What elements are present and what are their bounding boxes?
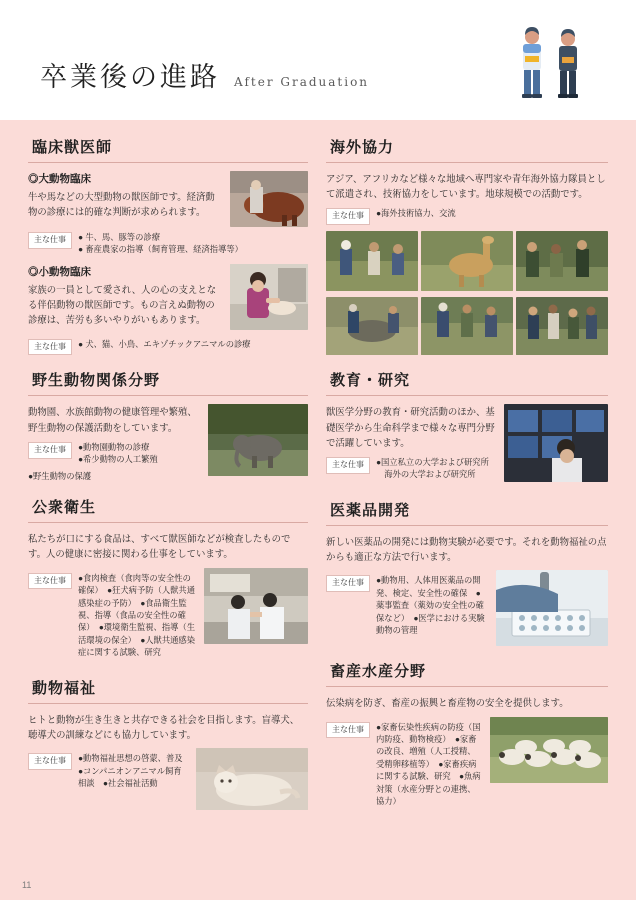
section-wildlife	[28, 369, 308, 482]
task-line: ●食肉検査（食肉等の安全性の確保） ●狂犬病予防（人獣共通感染症の予防） ●食品衛生監視、指導（食品の安全性の確保） ●環境衛生監視、指導（生活環境の保全） ●人獣共通感染症に関する試験、研究	[78, 572, 196, 658]
page-subtitle: After Graduation	[234, 75, 370, 89]
overseas-village-photo-5	[421, 297, 513, 355]
section-animal-welfare	[28, 677, 308, 810]
vet-examining-small-animal-photo	[230, 264, 308, 330]
task-line: ●動物福祉思想の啓蒙、普及 ●コンパニオンアニマル飼育相談 ●社会福祉活動	[78, 753, 191, 789]
food-inspection-lab-photo	[204, 568, 308, 644]
task-row	[28, 338, 308, 356]
overseas-photo-gallery	[326, 231, 608, 291]
section-body: 伝染病を防ぎ、畜産の振興と畜産物の安全を提供します。	[326, 697, 569, 709]
task-line: ● 畜産農家の指導（飼育管理、経済指導等）	[78, 244, 243, 255]
subsection-body: 牛や馬などの大型動物の獣医師です。経済動物の診療には的確な判断が求められます。	[28, 191, 215, 218]
cat-lying-down-photo	[196, 748, 308, 810]
subsection-heading: ◎大動物臨床	[28, 173, 91, 185]
section-title: 公衆衛生	[28, 496, 308, 523]
page-number: 11	[22, 880, 32, 890]
task-line: 海外の大学および研究所	[376, 469, 476, 480]
overseas-giraffe-photo-2	[421, 231, 513, 291]
task-row	[28, 231, 308, 256]
task-label: 主な仕事	[28, 573, 72, 590]
task-line: ●希少動物の人工繁殖	[78, 454, 158, 465]
content-area	[0, 120, 636, 900]
overseas-livestock-photo-4	[326, 297, 418, 355]
task-label: 主な仕事	[28, 232, 72, 249]
task-row	[28, 752, 191, 789]
overseas-group-photo-6	[516, 297, 608, 355]
sheep-flock-photo	[490, 717, 608, 783]
section-livestock-fisheries	[326, 660, 608, 811]
section-body: アジア、アフリカなど様々な地域へ専門家や青年海外協力隊員として派遣され、技術協力をしています。地球規模での活動です。	[326, 173, 606, 200]
section-public-health	[28, 496, 308, 663]
section-body: ヒトと動物が生き生きと共存できる社会を目指します。盲導犬、聴導犬の訓練などにも協力しています。	[28, 713, 300, 740]
left-column	[28, 136, 308, 826]
overseas-team-photo-3	[516, 231, 608, 291]
section-title: 臨床獣医師	[28, 136, 308, 163]
task-label: 主な仕事	[28, 753, 72, 770]
two-column-layout	[28, 136, 608, 826]
section-title: 医薬品開発	[326, 499, 608, 526]
task-row	[326, 207, 608, 225]
task-label: 主な仕事	[326, 722, 370, 739]
section-title: 教育・研究	[326, 369, 608, 396]
title-row	[40, 55, 369, 94]
task-line: ● 牛、馬、豚等の診療	[78, 232, 160, 242]
task-line: ●動物用、人体用医薬品の開発、検定、安全性の確保 ●薬事監査（薬効の安全性の確保など） ●医学における実験動物の管理	[376, 575, 485, 636]
task-line: ●家畜伝染性疾病の防疫（国内防疫、動物検疫） ●家畜の改良、増殖（人工授精、受精卵移植等） ●家畜疾病に関する試験、研究 ●魚病対策（水産分野との連携、協力）	[376, 721, 481, 807]
task-line: ●国立私立の大学および研究所	[376, 456, 489, 467]
task-text	[376, 456, 489, 481]
section-body: 動物園、水族館動物の健康管理や繁殖、野生動物の保護活動をしています。	[28, 406, 197, 433]
task-label: 主な仕事	[28, 442, 72, 459]
task-row	[326, 456, 496, 481]
task-line: ●野生動物の保護	[28, 470, 92, 481]
veterinarian-examining-cow-photo	[230, 171, 308, 227]
task-row	[326, 721, 482, 808]
overseas-photo-gallery-2	[326, 297, 608, 355]
task-text	[78, 441, 158, 466]
task-label: 主な仕事	[326, 208, 370, 225]
section-pharma	[326, 499, 608, 646]
overseas-fieldwork-photo-1	[326, 231, 418, 291]
task-label: 主な仕事	[28, 339, 72, 356]
task-text	[78, 231, 243, 256]
page-header	[0, 0, 636, 120]
section-title: 動物福祉	[28, 677, 308, 704]
right-column	[326, 136, 608, 826]
elephant-in-zoo-photo	[208, 404, 308, 476]
section-clinical-vet	[28, 136, 308, 355]
task-label: 主な仕事	[326, 457, 370, 474]
section-overseas	[326, 136, 608, 355]
pipetting-microplate-photo	[496, 570, 608, 646]
section-body: 私たちが口にする食品は、すべて獣医師などが検査したものです。人の健康に密接に関わる仕事をしています。	[28, 533, 291, 560]
researcher-at-monitors-photo	[504, 404, 608, 482]
section-education	[326, 369, 608, 485]
students-illustration-icon	[506, 26, 592, 98]
task-row	[28, 441, 200, 466]
subsection-heading: ◎小動物臨床	[28, 265, 91, 278]
section-title: 畜産水産分野	[326, 660, 608, 687]
task-label: 主な仕事	[326, 575, 370, 592]
section-title: 海外協力	[326, 136, 608, 163]
task-line: ●動物園動物の診療	[78, 441, 150, 452]
page-title: 卒業後の進路	[40, 62, 220, 93]
section-body: 新しい医薬品の開発には動物実験が必要です。それを動物福祉の点からも適正な方法で行います。	[326, 535, 607, 563]
task-line: ●海外技術協力、交流	[376, 208, 456, 219]
task-line: ● 犬、猫、小鳥、エキゾチックアニマルの診療	[78, 338, 251, 349]
section-title: 野生動物関係分野	[28, 369, 308, 396]
task-row	[326, 574, 488, 636]
subsection-body: 家族の一員として愛され、人の心の支えとなる伴侶動物の獣医師です。もの言えぬ動物の診療は、苦労も多いやりがいもあります。	[28, 283, 217, 326]
task-row	[28, 572, 196, 659]
section-body: 獣医学分野の教育・研究活動のほか、基礎医学から生命科学まで様々な専門分野で活躍しています。	[326, 406, 495, 448]
